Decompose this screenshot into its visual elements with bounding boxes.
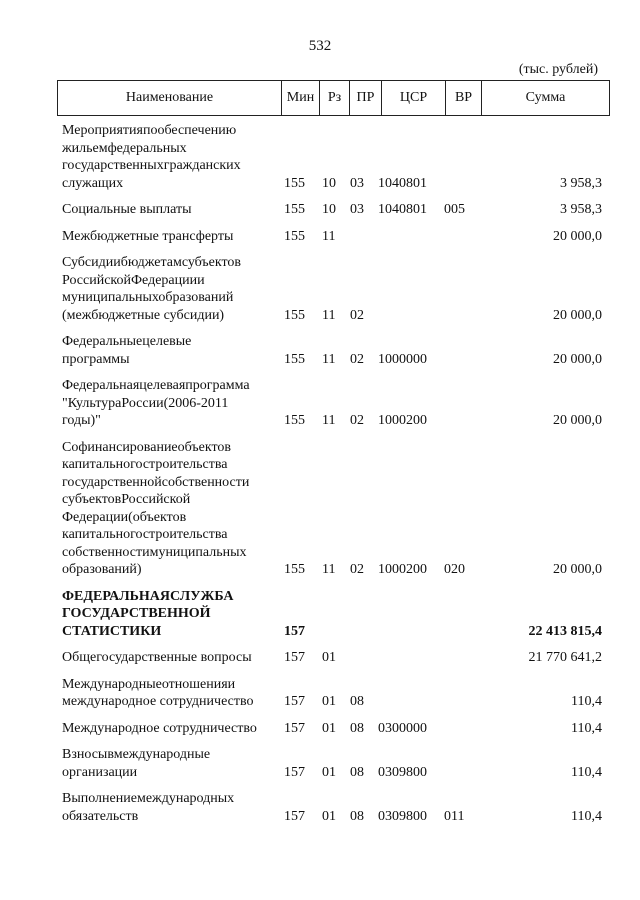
row-pr: 02 (350, 562, 364, 577)
row-name (62, 676, 284, 711)
row-name-line: служащих (62, 175, 124, 191)
table-body (62, 122, 602, 834)
row-name-line: жильемфедеральных (62, 140, 187, 156)
row-min: 157 (284, 650, 305, 665)
row-sum: 20 000,0 (553, 351, 602, 367)
row-name (62, 377, 284, 430)
header-pr: ПР (350, 81, 382, 115)
row-pr: 08 (350, 764, 364, 780)
row-rz: 11 (322, 413, 336, 428)
row-rz: 01 (322, 694, 336, 709)
header-csr: ЦСР (382, 81, 446, 115)
row-name-line: (межбюджетные субсидии) (62, 307, 225, 323)
row-name-line: собственностимуниципальных (62, 544, 247, 560)
row-name-line: государственнойсобственности (62, 474, 250, 490)
row-name-line: организации (62, 764, 138, 780)
row-rz: 10 (322, 175, 336, 191)
row-name (62, 201, 284, 219)
row-name-line: субъектовРоссийской (62, 492, 191, 507)
row-rz: 01 (322, 720, 336, 736)
row-name-line: образований) (62, 562, 142, 577)
row-name (62, 790, 284, 825)
header-name: Наименование (58, 81, 282, 115)
row-name-line: Федеральныецелевые (62, 334, 192, 349)
table-row (62, 122, 602, 192)
row-name-line: Межбюджетные трансферты (62, 228, 234, 244)
table-header (57, 80, 610, 116)
row-name (62, 439, 284, 579)
row-min: 155 (284, 175, 305, 191)
row-name-line: Софинансированиеобъектов (62, 439, 232, 455)
row-rz: 11 (322, 351, 336, 367)
row-name (62, 333, 284, 368)
row-min: 155 (284, 413, 305, 428)
row-sum: 20 000,0 (553, 413, 602, 428)
row-sum: 110,4 (571, 720, 602, 736)
row-name (62, 720, 284, 738)
row-name (62, 746, 284, 781)
row-name-line: Федерации(объектов (62, 509, 187, 525)
row-sum: 20 000,0 (553, 228, 602, 244)
row-min: 157 (284, 808, 305, 824)
row-min: 155 (284, 351, 305, 367)
row-sum: 110,4 (571, 694, 602, 709)
table-row (62, 676, 602, 711)
row-sum: 20 000,0 (553, 562, 602, 577)
row-min: 157 (284, 764, 305, 780)
row-min: 157 (284, 720, 305, 736)
row-name-line: муниципальныхобразований (62, 290, 234, 305)
row-pr: 02 (350, 413, 364, 428)
row-name-line: Мероприятияпообеспечению (62, 123, 237, 138)
row-min: 155 (284, 562, 305, 577)
row-sum: 110,4 (571, 764, 602, 780)
row-rz: 11 (322, 562, 336, 577)
header-rz: Рз (320, 81, 350, 115)
header-sum: Сумма (525, 90, 566, 105)
row-rz: 01 (322, 650, 336, 665)
row-name-line: годы)" (62, 413, 101, 428)
row-name-line: ФЕДЕРАЛЬНАЯСЛУЖБА (62, 588, 234, 604)
table-row (62, 746, 602, 781)
row-name-line: международное сотрудничество (62, 694, 254, 709)
row-name-line: "КультураРоссии(2006-2011 (62, 395, 229, 411)
table-row (62, 377, 602, 430)
row-csr: 1000000 (378, 351, 427, 367)
table-row (62, 790, 602, 825)
row-sum: 22 413 815,4 (528, 623, 602, 639)
row-name-line: Общегосударственные вопросы (62, 650, 252, 665)
row-csr: 0300000 (378, 720, 427, 736)
row-name-line: Социальные выплаты (62, 202, 192, 217)
row-csr: 0309800 (378, 808, 427, 824)
row-rz: 01 (322, 808, 336, 824)
row-name (62, 588, 284, 641)
row-name-line: Федеральнаяцелеваяпрограмма (62, 378, 250, 393)
row-csr: 1040801 (378, 202, 427, 217)
row-pr: 03 (350, 202, 364, 217)
row-name-line: РоссийскойФедерациии (62, 272, 205, 288)
row-csr: 1040801 (378, 175, 427, 191)
row-pr: 08 (350, 720, 364, 736)
units-label: (тыс. рублей) (518, 62, 598, 77)
table-row (62, 201, 602, 219)
page-number: 532 (308, 38, 332, 54)
row-sum: 3 958,3 (560, 175, 602, 191)
table-row (62, 439, 602, 579)
row-name (62, 228, 284, 246)
table-row (62, 720, 602, 738)
row-name-line: обязательств (62, 808, 139, 824)
row-min: 155 (284, 228, 305, 244)
row-pr: 08 (350, 694, 364, 709)
row-name (62, 122, 284, 192)
row-rz: 01 (322, 764, 336, 780)
row-name-line: Международныеотношенияи (62, 676, 236, 692)
row-sum: 20 000,0 (553, 307, 602, 323)
row-min: 157 (284, 623, 305, 639)
row-min: 155 (284, 307, 305, 323)
row-name-line: Международное сотрудничество (62, 720, 257, 736)
row-sum: 110,4 (571, 808, 602, 824)
row-sum: 3 958,3 (560, 202, 602, 217)
row-csr: 1000200 (378, 413, 427, 428)
table-row (62, 588, 602, 641)
row-name-line: государственныхгражданских (62, 158, 241, 173)
row-name (62, 649, 284, 667)
row-name-line: Взносывмеждународные (62, 747, 211, 762)
row-name-line: Субсидиибюджетамсубъектов (62, 255, 242, 270)
row-name-line: СТАТИСТИКИ (62, 623, 162, 639)
row-name-line: капитальногостроительства (62, 457, 228, 472)
row-min: 157 (284, 694, 305, 709)
row-pr: 03 (350, 175, 364, 191)
row-rz: 10 (322, 202, 336, 217)
row-rz: 11 (322, 307, 336, 323)
table-row (62, 649, 602, 667)
row-name-line: капитальногостроительства (62, 527, 228, 542)
row-pr: 02 (350, 307, 364, 323)
row-pr: 02 (350, 351, 364, 367)
row-vr: 020 (444, 562, 465, 577)
row-rz: 11 (322, 228, 336, 244)
row-vr: 011 (444, 808, 465, 824)
row-name (62, 254, 284, 324)
row-csr: 0309800 (378, 764, 427, 780)
row-pr: 08 (350, 808, 364, 824)
row-vr: 005 (444, 202, 465, 217)
row-min: 155 (284, 202, 305, 217)
table-row (62, 228, 602, 246)
table-row (62, 333, 602, 368)
header-vr: ВР (446, 81, 482, 115)
table-row (62, 254, 602, 324)
header-min: Мин (282, 81, 320, 115)
row-name-line: ГОСУДАРСТВЕННОЙ (62, 606, 211, 621)
row-name-line: Выполнениемеждународных (62, 791, 235, 806)
row-name-line: программы (62, 351, 130, 367)
row-csr: 1000200 (378, 562, 427, 577)
row-sum: 21 770 641,2 (528, 650, 602, 665)
